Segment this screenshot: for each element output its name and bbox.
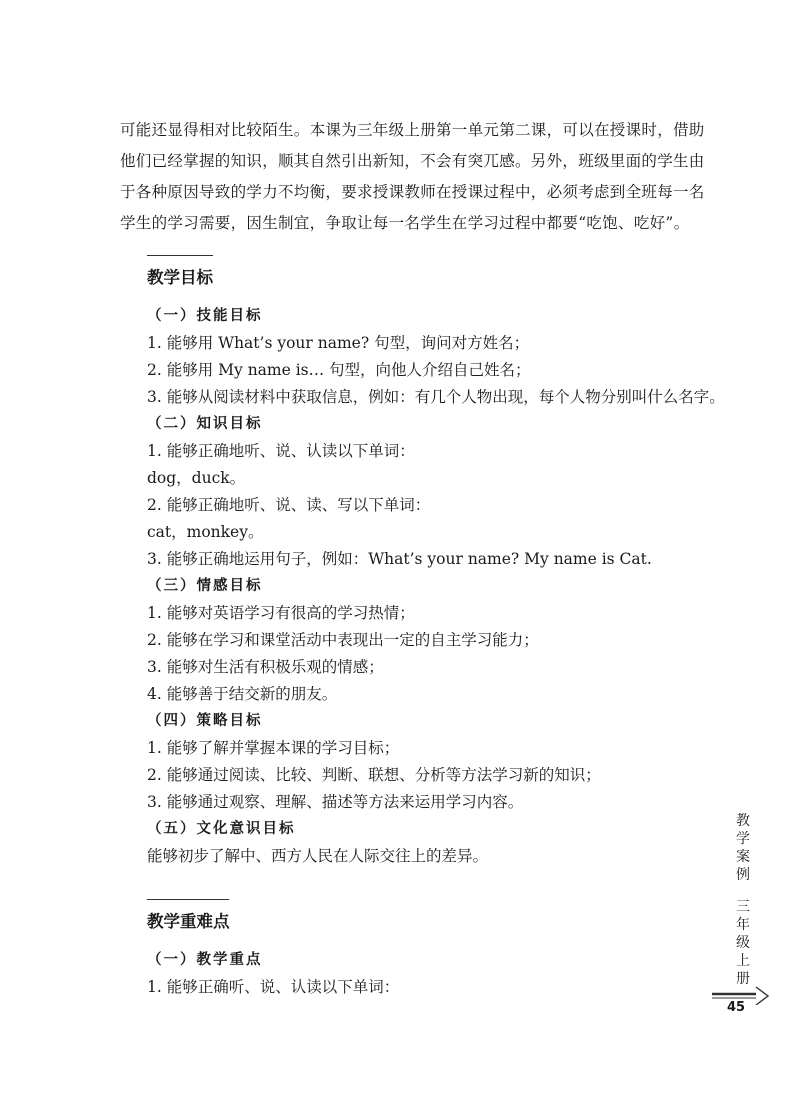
- list-item: 3. 能够正确地运用句子，例如：What’s your name? My name is Cat.: [147, 550, 652, 568]
- subheading: （一）技能目标: [147, 307, 263, 324]
- section-divider: [147, 899, 229, 900]
- side-label-book-series: 教 学 案 例: [736, 813, 750, 883]
- subheading: （三）情感目标: [147, 577, 263, 594]
- list-item: 1. 能够正确听、说、认读以下单词：: [147, 978, 400, 996]
- list-item: 2. 能够用 My name is… 句型，向他人介绍自己姓名；: [147, 361, 531, 379]
- section-title-key-points: 教学重难点: [147, 912, 230, 931]
- list-item: dog，duck。: [147, 469, 246, 487]
- list-item: 1. 能够用 What’s your name? 句型，询问对方姓名；: [147, 334, 530, 352]
- page-number: 45: [727, 1000, 746, 1015]
- intro-line-4: 学生的学习需要，因生制宜，争取让每一名学生在学习过程中都要“吃饱、吃好”。: [120, 214, 690, 232]
- list-item: 2. 能够正确地听、说、读、写以下单词：: [147, 496, 431, 514]
- intro-line-1: 可能还显得相对比较陌生。本课为三年级上册第一单元第二课，可以在授课时，借助: [120, 121, 705, 139]
- list-item: 1. 能够对英语学习有很高的学习热情；: [147, 604, 415, 622]
- list-item: 3. 能够从阅读材料中获取信息，例如：有几个人物出现，每个人物分别叫什么名字。: [147, 388, 725, 406]
- list-item: 1. 能够了解并掌握本课的学习目标；: [147, 739, 400, 757]
- list-item: 4. 能够善于结交新的朋友。: [147, 685, 338, 703]
- side-label-grade: 三 年 级 上 册: [736, 899, 750, 987]
- list-item: 3. 能够通过观察、理解、描述等方法来运用学习内容。: [147, 793, 524, 811]
- list-item: 2. 能够在学习和课堂活动中表现出一定的自主学习能力；: [147, 631, 539, 649]
- section-divider: [147, 255, 213, 256]
- list-item: 2. 能够通过阅读、比较、判断、联想、分析等方法学习新的知识；: [147, 766, 601, 784]
- list-item: cat，monkey。: [147, 523, 264, 541]
- intro-line-3: 于各种原因导致的学力不均衡，要求授课教师在授课过程中，必须考虑到全班每一名: [120, 183, 705, 201]
- section-title-objectives: 教学目标: [147, 268, 213, 287]
- list-item: 3. 能够对生活有积极乐观的情感；: [147, 658, 384, 676]
- list-item: 能够初步了解中、西方人民在人际交往上的差异。: [147, 847, 489, 865]
- subheading: （四）策略目标: [147, 712, 263, 729]
- subheading: （一）教学重点: [147, 951, 263, 968]
- intro-line-2: 他们已经掌握的知识，顺其自然引出新知，不会有突兀感。另外，班级里面的学生由: [120, 152, 705, 170]
- list-item: 1. 能够正确地听、说、认读以下单词：: [147, 442, 415, 460]
- subheading: （二）知识目标: [147, 415, 263, 432]
- subheading: （五）文化意识目标: [147, 820, 296, 837]
